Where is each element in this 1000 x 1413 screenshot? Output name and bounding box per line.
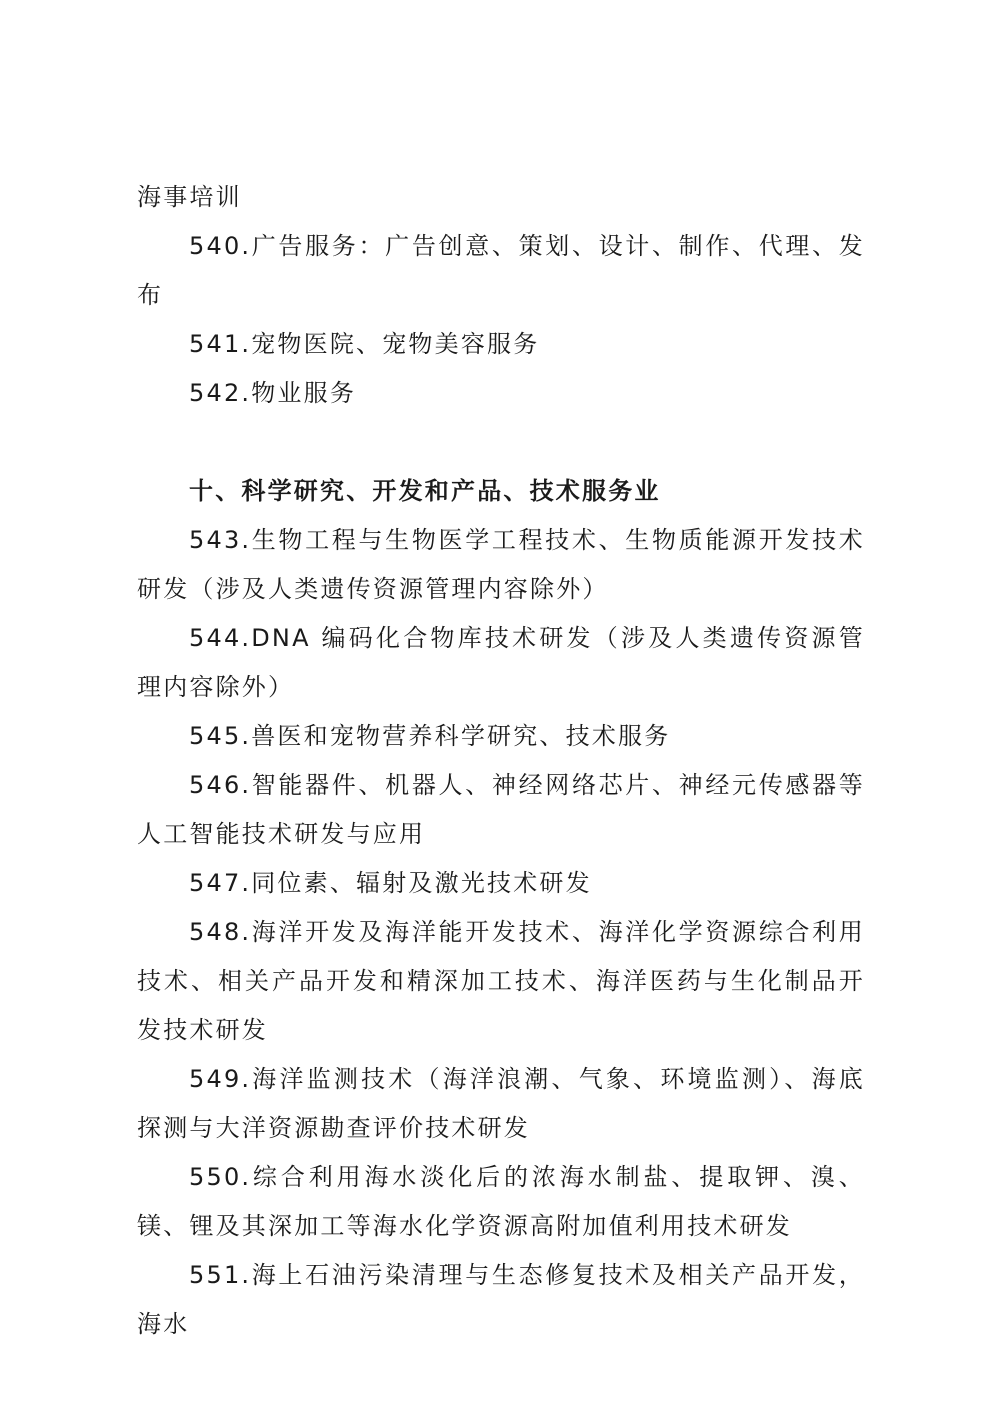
item-549: 549.海洋监测技术（海洋浪潮、气象、环境监测）、海底探测与大洋资源勘查评价技术研发 xyxy=(137,1065,865,1142)
item-548: 548.海洋开发及海洋能开发技术、海洋化学资源综合利用技术、相关产品开发和精深加工技术、海洋医药与生化制品开发技术研发 xyxy=(137,918,865,1044)
document-body xyxy=(137,173,865,1349)
item-545: 545.兽医和宠物营养科学研究、技术服务 xyxy=(189,722,671,750)
item-542: 542.物业服务 xyxy=(189,379,357,407)
section-heading: 十、科学研究、开发和产品、技术服务业 xyxy=(189,477,661,505)
paragraph-continuation: 海事培训 xyxy=(137,183,242,211)
item-544: 544.DNA 编码化合物库技术研发（涉及人类遗传资源管理内容除外） xyxy=(137,624,865,701)
item-551: 551.海上石油污染清理与生态修复技术及相关产品开发，海水 xyxy=(137,1261,865,1338)
item-543: 543.生物工程与生物医学工程技术、生物质能源开发技术研发（涉及人类遗传资源管理内容除外） xyxy=(137,526,865,603)
item-547: 547.同位素、辐射及激光技术研发 xyxy=(189,869,592,897)
item-541: 541.宠物医院、宠物美容服务 xyxy=(189,330,540,358)
item-540: 540.广告服务：广告创意、策划、设计、制作、代理、发布 xyxy=(137,232,865,309)
item-546: 546.智能器件、机器人、神经网络芯片、神经元传感器等人工智能技术研发与应用 xyxy=(137,771,865,848)
item-550: 550.综合利用海水淡化后的浓海水制盐、提取钾、溴、镁、锂及其深加工等海水化学资源高附加值利用技术研发 xyxy=(137,1163,865,1240)
